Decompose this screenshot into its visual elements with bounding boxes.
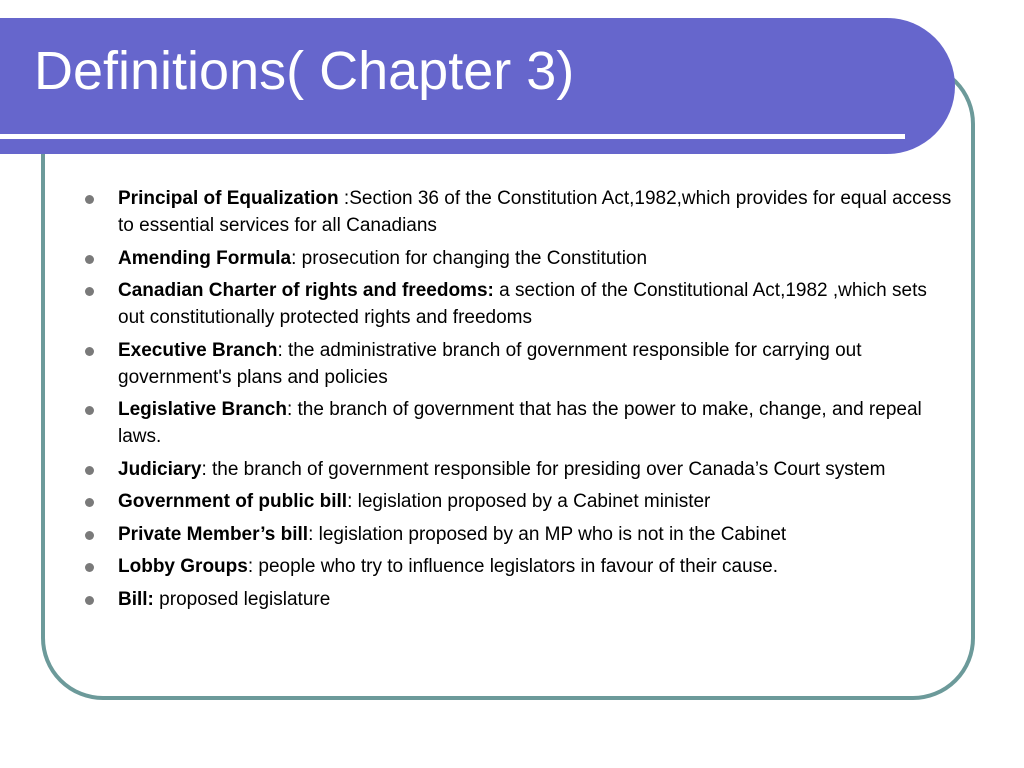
bullet-icon <box>85 531 94 540</box>
bullet-icon <box>85 287 94 296</box>
definition-text: : the administrative branch of government responsible for carrying out government's plans and policies <box>118 339 862 388</box>
definition-text: : the branch of government responsible for presiding over Canada’s Court system <box>201 458 886 480</box>
bullet-icon <box>85 406 94 415</box>
definition-text: : legislation proposed by an MP who is not in the Cabinet <box>308 523 787 545</box>
definition-text: proposed legislature <box>153 588 331 610</box>
bullet-icon <box>85 498 94 507</box>
bullet-icon <box>85 195 94 204</box>
definition-text: : prosecution for changing the Constitution <box>291 247 648 269</box>
definition-text: : legislation proposed by a Cabinet minister <box>347 491 711 512</box>
definition-text: :Section 36 of the Constitution Act,1982,which provides for equal access to essential services for all Canadians <box>118 188 952 236</box>
definition-text: : people who try to influence legislators in favour of their cause. <box>247 556 779 577</box>
definition-term: Bill: <box>118 588 154 610</box>
slide-title: Definitions( Chapter 3) <box>34 41 575 101</box>
list-item <box>118 488 953 515</box>
list-item <box>118 337 953 391</box>
title-underline <box>0 134 905 139</box>
definition-term: Lobby Groups <box>118 556 248 577</box>
definition-text: : the branch of government that has the power to make, change, and repeal laws. <box>118 399 922 447</box>
bullet-icon <box>85 255 94 264</box>
definition-term: Government of public bill <box>118 491 348 512</box>
list-item <box>118 396 953 450</box>
bullet-icon <box>85 563 94 572</box>
definition-term: Amending Formula <box>118 247 292 269</box>
definition-list <box>118 185 953 618</box>
definition-term: Legislative Branch <box>118 399 287 420</box>
list-item <box>118 185 953 239</box>
definition-term: Principal of Equalization <box>118 188 339 209</box>
list-item <box>118 277 953 331</box>
list-item <box>118 245 953 272</box>
bullet-icon <box>85 466 94 475</box>
definition-term: Private Member’s bill <box>118 523 309 545</box>
definition-term: Canadian Charter of rights and freedoms: <box>118 280 494 301</box>
list-item <box>118 521 953 548</box>
definition-text: a section of the Constitutional Act,1982 ,which sets out constitutionally protected rights and freedoms <box>118 280 927 328</box>
list-item <box>118 456 953 483</box>
list-item <box>118 586 953 613</box>
list-item <box>118 553 953 580</box>
bullet-icon <box>85 596 94 605</box>
definition-term: Judiciary <box>118 458 202 480</box>
bullet-icon <box>85 347 94 356</box>
definition-term: Executive Branch <box>118 339 278 361</box>
